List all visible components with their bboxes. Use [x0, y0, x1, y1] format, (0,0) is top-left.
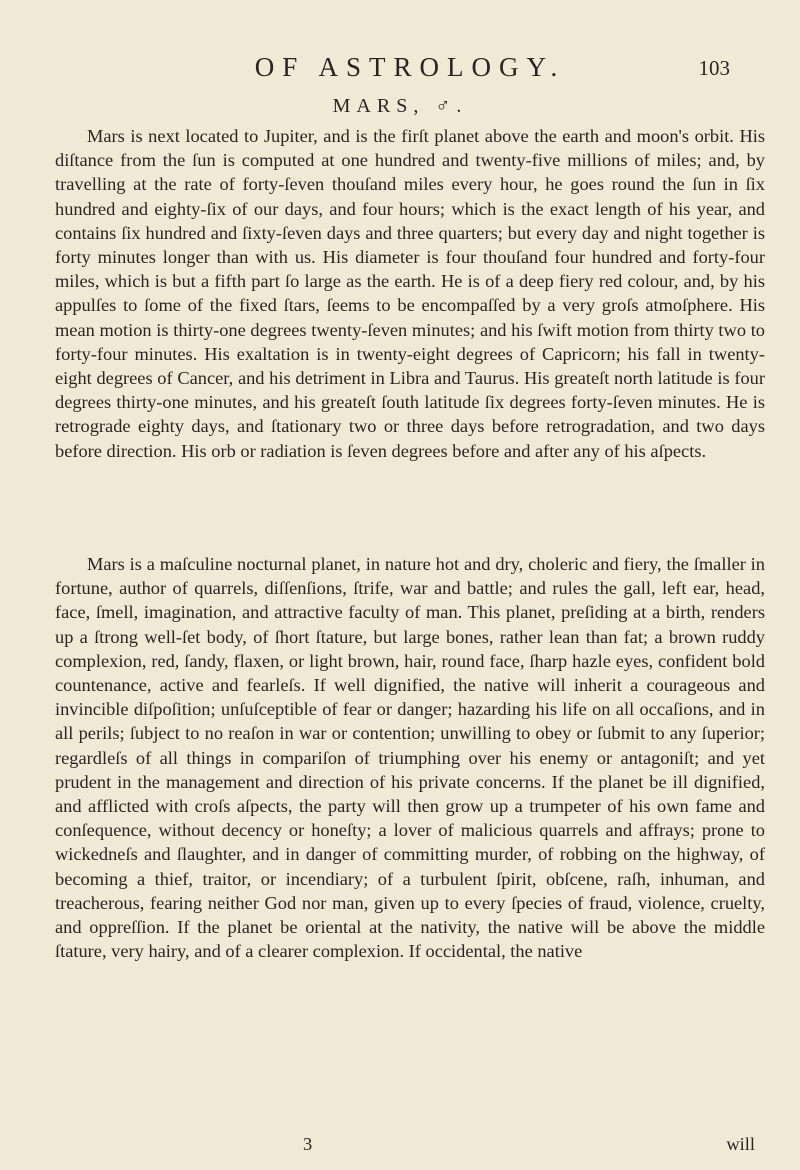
paragraph-mars-nature: [55, 552, 765, 963]
paragraph-text: Mars is a maſculine nocturnal planet, in nature hot and dry, choleric and fiery, the ſmaller in fortune, author of quarrels, diſſenſions, ſtrife, war and battle; and rules the gall, left ear, head, face, ſmell, imagination, and attractive faculty of man. This planet, preſiding at a birth, renders up a ſtrong well-ſet body, of ſhort ſtature, but large bones, rather lean than fat; a brown ruddy complexion, red, ſandy, flaxen, or light brown, hair, round face, ſharp hazle eyes, confident bold countenance, active and fearleſs. If well dignified, the native will inherit a courageous and invincible diſpoſition; unſuſceptible of fear or danger; hazarding his life on all occaſions, and in all perils; ſubject to no reaſon in war or contention; unwilling to obey or ſubmit to any ſuperior; regardleſs of all things in compariſon of triumphing over his enemy or antagoniſt; and yet prudent in the management and direction of his private concerns. If the planet be ill dignified, and afflicted with croſs aſpects, the party will then grow up a trumpeter of his own fame and conſequence, without decency or honeſty; a lover of malicious quarrels and affrays; prone to wickedneſs and ſlaughter, and in danger of committing murder, of robbing on the highway, of becoming a thief, traitor, or incendiary; of a turbulent ſpirit, obſcene, raſh, inhuman, and treacherous, fearing neither God nor man, given up to every ſpecies of fraud, violence, cruelty, and oppreſſion. If the planet be oriental at the nativity, the native will be above the middle ſtature, very hairy, and of a clearer complexion. If occidental, the native: [55, 554, 765, 962]
signature-mark: 3: [303, 1134, 313, 1154]
page-footer: [55, 1134, 765, 1158]
section-title: MARS, ♂.: [332, 95, 468, 117]
running-title: OF ASTROLOGY.: [254, 52, 566, 82]
page-number: 103: [698, 56, 730, 80]
paragraph-text: Mars is next located to Jupiter, and is the firſt planet above the earth and moon's orbit. His diſtance from the ſun is computed at one hundred and twenty-five millions of miles; and, by travelling at the rate of forty-ſeven thouſand miles every hour, he goes round the ſun in ſix hundred and eighty-ſix of our days, and four hours; which is the exact length of his year, and contains ſix hundred and ſixty-ſeven days and three quarters; but every day and night together is forty minutes longer than with us. His diameter is four thouſand four hundred and forty-four miles, which is but a fifth part ſo large as the earth. He is of a deep fiery red colour, and, by his appulſes to ſome of the fixed ſtars, ſeems to be encompaſſed by a very groſs atmoſphere. His mean motion is thirty-one degrees twenty-ſeven minutes; and his ſwift motion from thirty two to forty-four minutes. His exaltation is in twenty-eight degrees of Capricorn; his fall in twenty-eight degrees of Cancer, and his detriment in Libra and Taurus. His greateſt north latitude is four degrees thirty-one minutes, and his greateſt ſouth latitude ſix degrees forty-ſeven minutes. He is retrograde eighty days, and ſtationary two or three days before retrogradation, and two days before direction. His orb or radiation is ſeven degrees before and after any of his aſpects.: [55, 126, 765, 461]
catchword: will: [726, 1134, 755, 1154]
paragraph-mars-astronomy: [55, 124, 765, 463]
running-head: [90, 52, 730, 88]
